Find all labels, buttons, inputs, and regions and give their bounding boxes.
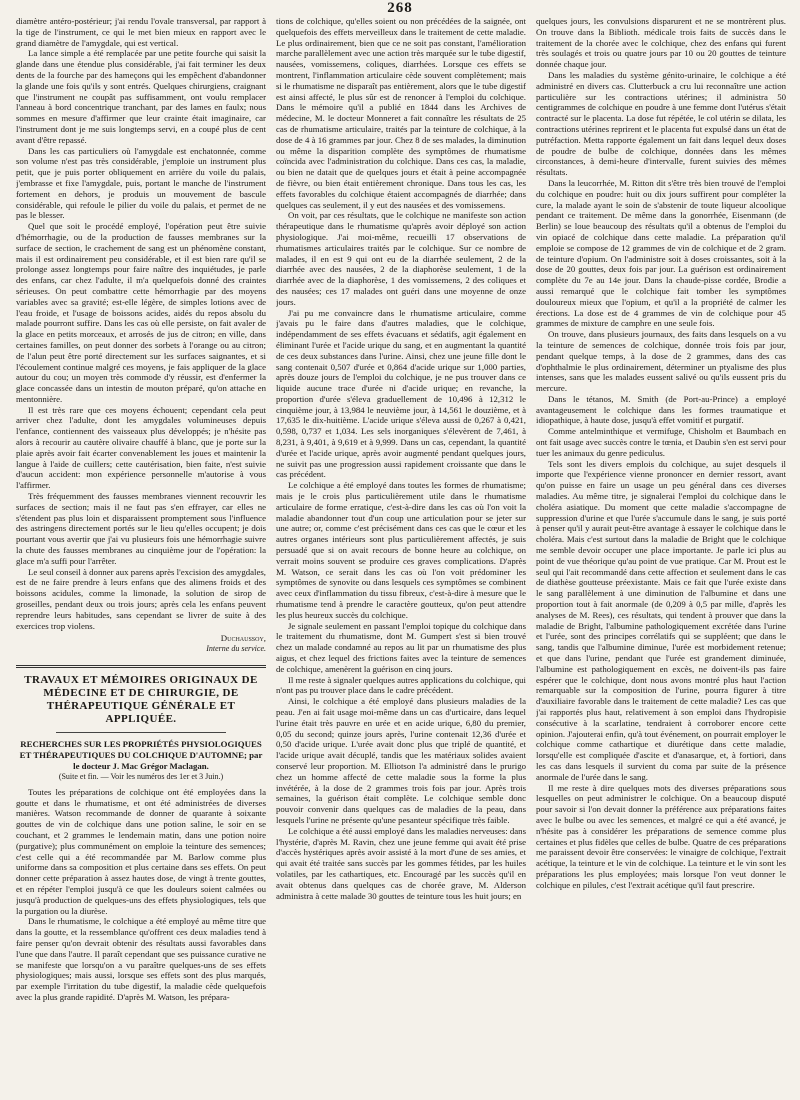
section-divider — [16, 665, 266, 668]
column-left — [16, 16, 266, 1094]
author-signature — [16, 633, 266, 655]
heading-divider — [56, 732, 226, 733]
paragraph: Il me reste à signaler quelques autres applications du colchique, qui n'ont pas pu trouver place dans le cadre précédent. — [276, 674, 526, 696]
paragraph: Dans les maladies du système génito-urinaire, le colchique a été administré en divers cas. Clutterbuck a cru lui reconnaître une action particulière sur les contractions utérines; il administra 50 centigrammes de colchique en poudre à une femme dont l'utérus s'était contracté sur le placenta. La dose fut répétée, le col utérin se dilata, les contractions utérines reprirent et le placenta fut expulsé dans un état de putréfaction. Metta rapporte également un fait dans lequel deux doses de poudre de bulbe de colchique, données dans les mêmes circonstances, à demi-heure d'intervalle, furent suivies des mêmes résultats. — [536, 69, 786, 178]
paragraph: Très fréquemment des fausses membranes viennent recouvrir les surfaces de section; mais il ne faut pas s'en effrayer, car elles ne s'étendent pas plus loin et disparaissent promptement sous l'influence des astringens directement portés sur le lieu qu'elles occupent; je dois pourtant vous avertir que j'ai vu plusieurs fois une hémorrhagie suivre la chute des fausses membranes au cinquième jour de l'opération: la glace m'a suffi pour l'arrêter. — [16, 491, 266, 566]
paragraph: On trouve, dans plusieurs journaux, des faits dans lesquels on a vu la teinture de semences de colchique, donnée trois fois par jour, pendant quelque temps, à la dose de 2 grammes, dans des cas d'ophthalmie le plus ordinairement, déterminer un ptyalisme des plus intenses, sans que les malades eussent salivé ou qu'ils eussent pris du mercure. — [536, 329, 786, 394]
paragraph: Il est très rare que ces moyens échouent; cependant cela peut arriver chez l'adulte, dont les amygdales volumineuses depuis l'enfance, contiennent des vaisseaux plus développés; je n'hésite pas alors à recourir au cautère olivaire chauffé à blanc, que je porte sur la plaie après avoir fait écarter convenablement les joues et maintenir la langue à l'aide de cuillers; cette cautérisation, bien faite, n'est suivie d'aucun accident: mon expérience personnelle m'autorise à vous l'affirmer. — [16, 404, 266, 491]
paragraph: Je signale seulement en passant l'emploi topique du colchique dans le traitement du rhumatisme, dont M. Gumpert s'est si bien trouvé chez un malade condamné au repos au lit par un rhumatisme des plus aigus, et chez lequel des frictions faites avec la teinture de semences de colchique, amenèrent la guérison en cinq jours. — [276, 620, 526, 674]
paragraph: quelques jours, les convulsions disparurent et ne se montrèrent plus. On trouve dans la Biblioth. médicale trois faits de succès dans le traitement de la chorée avec le colchique, chez des enfans qui furent très soulagés et trois ou quatre jours par 10 ou 20 gouttes de teinture donnée chaque jour. — [536, 16, 786, 70]
paragraph: J'ai pu me convaincre dans le rhumatisme articulaire, comme j'avais pu le faire dans d'autres maladies, que le colchique, indépendamment de ses effets évacuans et sédatifs, agit également en éliminant l'urée et l'acide urique du sang, et en augmentant la quantité de ces deux substances dans l'urine. Ainsi, chez une jeune fille dont le sang contenait 0,507 d'urée et 0,864 d'acide urique sur 1,000 parties, après douze jours de l'emploi du colchique, je ne pus trouver dans ce liquide aucune trace d'urée ni d'acide urique; en revanche, la proportion d'urée s'éleva graduellement de 10,496 à 12,312 le cinquième jour, à 13,984 le neuvième jour, à 14,561 le douzième, et à 17,635 le dix-huitième. L'acide urique s'éleva aussi de 0,267 à 0,421, 0,598, 0,737 et 1,034. Les sels inorganiques s'élevèrent de 7,461, à 8,231, à 9,401, à 9,619 et à 9,999. Dans un cas, cependant, la quantité d'urée et l'acide urique, après avoir augmenté pendant quelques jours, ne suivit pas une progression aussi rapidement croissante que dans le cas précédent. — [276, 307, 526, 480]
paragraph: La lance simple a été remplacée par une petite fourche qui saisit la glande dans une étendue plus considérable, j'ai fait terminer les deux dents de la fourche par des hameçons qui les empêchent d'abandonner la glande une fois qu'ils y sont entrés. Quelques chirurgiens, craignant que l'instrument ne coupât pas suffisamment, ont voulu remplacer l'anneau à bord concentrique tranchant, par des lames en faulx; nous sommes en mesure d'affirmer que leur crainte était imaginaire, car l'instrument dont je me suis longtemps servi, en a coupé plus de cent avant d'être repassé. — [16, 48, 266, 145]
paragraph: Dans le tétanos, M. Smith (de Port-au-Prince) a employé avantageusement le colchique dans les formes traumatique et idiopathique, à haute dose, jusqu'à effet vomitif et purgatif. — [536, 393, 786, 426]
paragraph: Dans le rhumatisme, le colchique a été employé au même titre que dans la goutte, et la ressemblance qu'offrent ces deux maladies tend à faire penser qu'on devrait obtenir des résultats aussi favorables dans l'une que dans l'autre. Il paraît cependant que ses puissance curative ne se manifeste que lorsqu'on a vu paraître quelques-uns de ses effets physiologiques; mais aussi, lorsque ses effets sont des plus marqués, par exemple l'irritation du tube digestif, la maladie cède quelquefois avec la plus grande rapidité. D'après M. Watson, les prépara- — [16, 916, 266, 1002]
paragraph: Le colchique a été employé dans toutes les formes de rhumatisme; mais je le crois plus particulièrement utile dans le rhumatisme articulaire de forme erratique, c'est-à-dire dans les cas où l'on voit la maladie abandonner tout d'un coup une articulation pour se jeter sur une autre; or, comme c'est précisément dans ces cas que le cœur et les autres organes intérieurs sont plus particulièrement affectés, je suis persuadé que si on avait recours de bonne heure au colchique, on verrait moins souvent se produire ces graves complications. D'après M. Watson, ce serait dans les cas où l'on voit prédominer les symptômes de synovite ou dans lesquels ces symptômes se combinent avec ceux d'inflammation du tissu fibreux, c'est-à-dire à mesure que le rhumatisme tend à prendre le caractère goutteux, qu'on peut attendre les plus heureux succès du colchique. — [276, 480, 526, 620]
article-note: (Suite et fin. — Voir les numéros des 1er et 3 Juin.) — [58, 772, 224, 782]
article-title: RECHERCHES SUR LES PROPRIÉTÉS PHYSIOLOGIQUES ET THÉRAPEUTIQUES DU COLCHIQUE D'AUTOMNE; par le docteur J. Mac Grégor Maclagan. — [19, 739, 263, 772]
paragraph: Tels sont les divers emplois du colchique, au sujet desquels il importe que l'expérience vienne prononcer en dernier ressort, avant qu'on puisse en faire un usage un peu général dans ces diverses maladies. Au même titre, je signalerai l'emploi du colchique dans le choléra asiatique. Du moment que cette maladie s'accompagne de suppression d'urine et que l'urée s'accumule dans le sang, je suis porté à penser qu'il y aurait peut-être avantage à essayer le colchique dans le choléra. Mais c'est surtout dans la maladie de Bright que le colchique me semble devoir occuper une place importante. Je parle ici plus au point de vue théorique qu'au point de vue pratique. Car M. Prout est le seul qui l'ait recommandé dans cette affection et seulement dans le cas de diathèse goutteuse préexistante. Mais ce fait que l'urée existe dans le sang parallèlement à une diminution de l'albumine et dans une proportion tout à fait anormale (de 0,209 à 0,5 par mille, d'après les analyses de M. Rees), ces résultats, qui tendent à prouver que dans la maladie de Bright, l'albumine pathologiquement excrétée dans l'urine et l'urée, sont des principes corrélatifs qui se suppléent; que dans le sang, tandis que l'albumine diminue, l'urée est morbidement retenue; et que dans l'urine, pendant que l'urée est grandement diminuée, l'albumine est pathologiquement en excès, ne doivent-ils pas faire espérer que le colchique, dont nous avons montré plus haut l'action remarquable sur la composition de l'urine, pourra figurer à titre d'auxiliaire favorable dans le traitement de cette maladie? Les cas que j'ai rapportés plus haut, relativement à son emploi dans l'hydropisie consécutive à la scarlatine, tendraient à corroborer encore cette opinion. J'ajouterai enfin, qu'à tout événement, on pourrait employer le colchique comme cathartique et diurétique dans cette maladie, lorsqu'elle est compliquée d'ascite et d'anasarque, et, à fortiori, dans les cas dans lesquels il survient du coma par suite de la présence anormale de l'urée dans le sang. — [536, 458, 786, 782]
author-name: Duchaussoy, — [220, 633, 266, 644]
paragraph: Toutes les préparations de colchique ont été employées dans la goutte et dans le rhumatisme, et ont été administrées de diverses manières. Watson recommande de donner de quarante à soixante gouttes de vin de colchique dans une potion saline, le soir en se couchant, et 2 grammes le lendemain matin, dans une potion noire (purgative); plus communément on emploie la teinture des semences; c'est celle qui a été recommandée par M. Barlow comme plus uniforme dans sa composition et plus certaine dans ses effets. On peut donner cette préparation à assez hautes dose, de vingt à trente gouttes, et en répéter l'emploi jusqu'à ce que les douleurs soient calmées ou jusqu'à production de quelques-uns des effets physiologiques, tels que la purgation ou la diurèse. — [16, 786, 266, 916]
text-columns — [16, 16, 786, 1094]
page-number: 268 — [387, 0, 413, 16]
paragraph: diamètre antéro-postérieur; j'ai rendu l'ovale transversal, par rapport à la tige de l'instrument, ce qui le met bien mieux en rapport avec le grand diamètre de l'amygdale, qui est vertical. — [16, 16, 266, 48]
paragraph: On voit, par ces résultats, que le colchique ne manifeste son action thérapeutique dans le rhumatisme qu'après avoir déployé son action physiologique. J'ai moi-même, recueilli 17 observations de rhumatismes articulaires traités par le colchique. Sur ce nombre de malades, il en est 9 qui ont eu de la diarrhée seulement, 2 de la diarrhée avec des nausées, 2 de la diaphorèse seulement, 1 de la diarrhée avec de la diaphorèse, 1 des vomissemens, 2 des coliques et des nausées; ces 17 malades ont guéri dans une moyenne de onze jours. — [276, 210, 526, 307]
paragraph: Le seul conseil à donner aux parens après l'excision des amygdales, est de ne faire prendre à leurs enfans que des alimens froids et des boissons acidules, comme la limonade, la solution de sirop de groseilles, pendant deux ou trois jours; après cela les enfans peuvent reprendre leurs habitudes, sans cependant se livrer de suite à des exercices trop violens. — [16, 566, 266, 631]
paragraph: Ainsi, le colchique a été employé dans plusieurs maladies de la peau. J'en ai fait usage moi-même dans un cas d'urticaire, dans lequel l'urine était très pauvre en urée et en acide urique, 6,80 du premier, 0,05 du second; quinze jours après, l'urine contenait 12,36 d'urée et 0,50 d'acide urique. L'urée avait donc plus que triplé de quantité, et l'acide urique avait décuplé, tandis que les matériaux solides avaient conservé leur proportion. M. Elliotson l'a administré dans le prurigo chez un homme affecté de cette maladie sous la forme la plus invétérée, à la dose de 2 grammes trois fois par jour. Après trois semaines, la guérison était complète. Le colchique semble donc pouvoir convenir dans quelques cas de maladies de la peau, dans lesquels l'urine ne présente qu'une pesanteur spécifique très faible. — [276, 696, 526, 825]
column-right — [536, 16, 786, 1094]
paragraph: Comme antelminthique et vermifuge, Chisholm et Baumbach en ont fait usage avec succès contre le tœnia, et Daubin s'en est servi pour tuer les animaux du genre pediculus. — [536, 426, 786, 458]
column-middle — [276, 16, 526, 1094]
paragraph: Quel que soit le procédé employé, l'opération peut être suivie d'hémorrhagie, ou de la production de fausses membranes sur la surface de section, le crachement de sang est un phénomène constant, mais il est ordinairement peu considérable, et il est bien rare qu'il se prolonge assez longtemps pour faire naître des inquiétudes, je parle des enfans, car chez l'adulte, il m'a quelquefois donné des craintes sérieuses. On peut combattre cette hémorrhagie par des moyens variables avec sa gravité; est-elle légère, de simples lotions avec de l'eau froide, et l'usage de boissons acides, aidés du repos absolu du malade pourront suffire. Dans les cas où elle persiste, on fait avaler de la glace en petits morceaux, et arrosés de jus de citron; en ville, dans certaines familles, on peut donner des sorbets à l'orange ou au citron; de l'alun peut être porté directement sur les surfaces saignantes, et si l'écoulement continue malgré ces moyens, je fais appliquer de la glace autour du cou; un moyen très commode d'y réussir, est d'enfermer la glace concassée dans un intestin de mouton préparé, qu'on attache en mentonnière. — [16, 221, 266, 404]
paragraph: tions de colchique, qu'elles soient ou non précédées de la saignée, ont quelquefois des effets merveilleux dans le traitement de cette maladie. Le plus ordinairement, bien que ce ne soit pas constant, l'amélioration marche parallèlement avec une action très marquée sur le tube digestif, nausées, vomissemens, coliques, diarrhées. Lorsque ces effets se montrent, l'inflammation articulaire cède souvent complètement; mais si le rhumatisme ne disparaît pas entièrement, alors que le tube digestif est ainsi affecté, le plus sûr est de renoncer à l'emploi du colchique. Dans le mémoire qu'il a publié en 1844 dans les Archives de médecine, M. le docteur Monneret a fait connaître les résultats de 25 cas de rhumatisme articulaire, traités par la teinture de colchique, à la dose de 4 à 16 grammes par jour. Chez 8 de ses malades, la diminution ou même la disparition complète des symptômes de rhumatisme coïncida avec l'administration du colchique. Dans ces cas, la maladie, ou bien ne datait que de quelques jours et était à peine accompagnée de fièvre, ou bien était entièrement chronique. Dans tous les cas, les effets favorables du colchique étaient accompagnés de diarrhée; dans quelques cas seulement, il y eut des nausées et des vomissemens. — [276, 16, 526, 210]
paragraph: Dans la leucorrhée, M. Ritton dit s'être très bien trouvé de l'emploi du colchique en poudre: huit ou dix jours suffirent pour compléter la cure, la malade ayant le soin de s'abstenir de toute liqueur alcoolique pendant ce traitement. De même dans la gonorrhée, Eisenmann (de Berlin) se loue beaucoup des résultats qu'il a obtenus de l'emploi du vin opiacé de colchique dans cette maladie. La préparation qu'il emploie se compose de 12 grammes de vin de colchique et de 2 gram. de teinture d'opium. On l'administre soit à doses croissantes, soit à la dose de 20 gouttes, deux fois par jour. La guérison est ordinairement complète du 7e au 14e jour. Dans la chaude-pisse cordée, Brodie a aussi remarqué que le colchique fait tomber les symptômes douloureux mieux que l'opium, et qu'il a la propriété de calmer les érections. La dose est de 4 grammes de vin de colchique pour 45 grammes de mixture de camphre en une seule fois. — [536, 177, 786, 329]
paragraph: Le colchique a été aussi employé dans les maladies nerveuses: dans l'hystérie, d'après M. Ravin, chez une jeune femme qui avait été prise d'accès hystériques après avoir assisté à la mort d'une de ses amies, et qui avait été traitée sans succès par les gommes fétides, par les huiles volatiles, par les cathartiques, etc. Encouragé par les succès qu'il en avait obtenus dans quelques cas de chorée grave, M. Alderson administra à cette malade 30 gouttes de teinture tous les huit jours; en — [276, 825, 526, 901]
section-heading: TRAVAUX ET MÉMOIRES ORIGINAUX DE MÉDECINE ET DE CHIRURGIE, DE THÉRAPEUTIQUE GÉNÉRALE ET APPLIQUÉE. — [24, 674, 258, 726]
paragraph: Il me reste à dire quelques mots des diverses préparations sous lesquelles on peut administrer le colchique. On a beaucoup disputé pour savoir si l'on devait donner la préférence aux préparations faites avec le bulbe ou avec les semences, et malgré ce qui a été avancé, je n'hésite pas à considérer les préparations de semence comme plus certaines et plus fidèles que celles de bulbe. Quatre de ces préparations me paraissent devoir être conservées: le vinaigre de colchique, l'extrait acétique, la teinture et le vin de colchique. La teinture et le vin sont les préparations les plus employées; mais lorsque l'on veut donner le colchique en pilules, c'est l'extrait acétique qu'il faut prescrire. — [536, 782, 786, 890]
paragraph: Dans les cas particuliers où l'amygdale est enchatonnée, comme son volume n'est pas très considérable, j'emploie un instrument plus petit, que je puis porter obliquement en arrière du voile du palais, j'embrasse et fixe l'amygdale, puis, portant le manche de l'instrument fortement en dehors, je produis un mouvement de bascule considérable, qui refoule le pilier du voile du palais, et permet de ne pas le blesser. — [16, 145, 266, 221]
author-role: Interne du service. — [206, 644, 266, 654]
